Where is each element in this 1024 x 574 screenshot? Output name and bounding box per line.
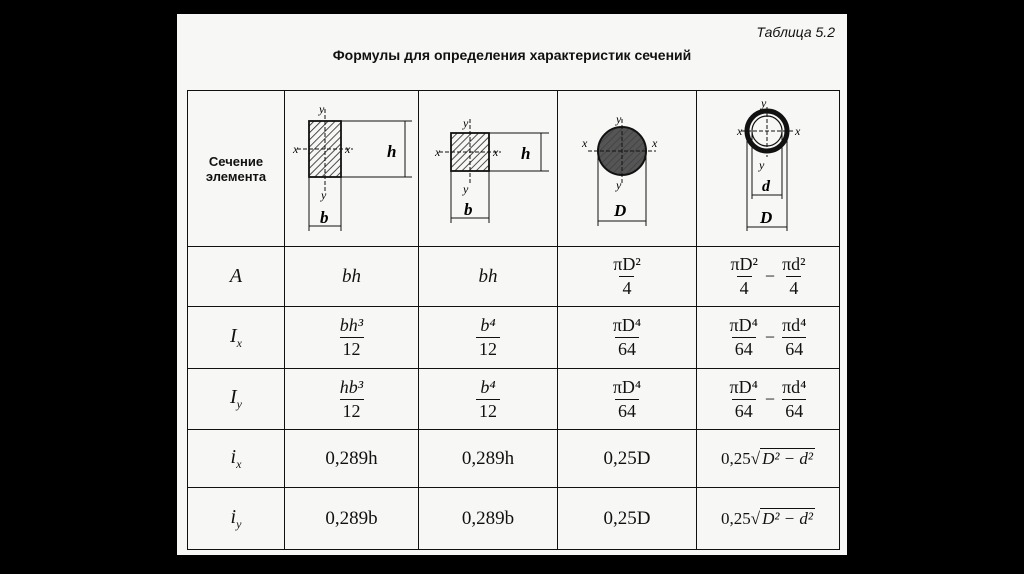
svg-text:h: h xyxy=(386,142,396,161)
rectangle-section-drawing xyxy=(287,91,417,241)
cell-A-ring: $\frac{\text{πD²}}{4}$ − $\frac{\text{πd²}}{4}$ xyxy=(697,247,840,307)
cell-Ix-ring: $\frac{\text{πD⁴}}{64}$ − $\frac{\text{πd⁴}}{64}$ xyxy=(697,307,840,369)
table-row xyxy=(188,247,840,307)
cell-ix-square: 0,289h xyxy=(419,430,558,488)
svg-text:x: x xyxy=(737,124,743,138)
cell-Ix-rectangle: $\frac{\text{bh³}}{12}$ xyxy=(285,307,419,369)
cell-A-rectangle: bh xyxy=(285,247,419,307)
document-sheet xyxy=(177,14,847,555)
table-number: Таблица 5.2 xyxy=(756,24,835,40)
svg-text:D: D xyxy=(614,201,627,220)
table-row xyxy=(188,488,840,550)
svg-text:x: x xyxy=(795,124,801,138)
svg-text:x: x xyxy=(582,136,588,150)
svg-text:y: y xyxy=(318,102,324,116)
svg-text:y: y xyxy=(616,178,622,192)
cell-Iy-square: $\frac{\text{b⁴}}{12}$ xyxy=(419,369,558,430)
cell-Iy-circle: $\frac{\text{πD⁴}}{64}$ xyxy=(558,369,697,430)
cell-iy-ring: 0,25√ D² − d² xyxy=(697,488,840,550)
svg-text:x: x xyxy=(493,145,499,159)
svg-text:D: D xyxy=(760,208,773,227)
cell-iy-circle: 0,25D xyxy=(558,488,697,550)
svg-text:y: y xyxy=(463,182,469,196)
row-symbol-iy: $i_y$ xyxy=(188,488,285,550)
cell-Iy-rectangle: $\frac{\text{hb³}}{12}$ xyxy=(285,369,419,430)
section-properties-table xyxy=(187,90,840,550)
svg-text:x: x xyxy=(652,136,658,150)
svg-text:h: h xyxy=(521,144,531,163)
square-section-drawing xyxy=(421,91,555,241)
svg-text:y: y xyxy=(761,96,767,110)
cell-ix-circle: 0,25D xyxy=(558,430,697,488)
svg-text:b: b xyxy=(464,200,473,219)
cell-ix-rectangle: 0,289h xyxy=(285,430,419,488)
row-symbol-Iy: $I_y$ xyxy=(188,369,285,430)
section-header-cell: Сечение элемента xyxy=(188,91,285,247)
table-title: Формулы для определения характеристик сечений xyxy=(332,47,692,63)
row-symbol-ix: $i_x$ xyxy=(188,430,285,488)
svg-text:x: x xyxy=(344,142,350,156)
svg-text:y: y xyxy=(463,116,469,130)
table-header-row xyxy=(188,91,840,247)
cell-ix-ring: 0,25√ D² − d² xyxy=(697,430,840,488)
table-row xyxy=(188,307,840,369)
cell-Iy-ring: $\frac{\text{πD⁴}}{64}$ − $\frac{\text{πd⁴}}{64}$ xyxy=(697,369,840,430)
table-row xyxy=(188,369,840,430)
ring-section-cell xyxy=(697,91,840,247)
svg-text:x: x xyxy=(292,142,298,156)
svg-text:y: y xyxy=(320,188,326,202)
row-symbol-Ix: $I_x$ xyxy=(188,307,285,369)
row-symbol-A: A xyxy=(188,247,285,307)
svg-text:y: y xyxy=(759,158,765,172)
svg-text:b: b xyxy=(319,208,328,227)
circle-section-cell xyxy=(558,91,697,247)
svg-text:x: x xyxy=(435,145,441,159)
square-section-cell xyxy=(419,91,558,247)
rectangle-section-cell xyxy=(285,91,419,247)
cell-Ix-square: $\frac{\text{b⁴}}{12}$ xyxy=(419,307,558,369)
cell-A-circle: $\frac{\text{πD²}}{4}$ xyxy=(558,247,697,307)
svg-text:y: y xyxy=(616,112,622,126)
svg-text:d: d xyxy=(762,178,770,195)
circle-section-drawing xyxy=(560,91,694,241)
cell-A-square: bh xyxy=(419,247,558,307)
cell-iy-square: 0,289b xyxy=(419,488,558,550)
cell-iy-rectangle: 0,289b xyxy=(285,488,419,550)
cell-Ix-circle: $\frac{\text{πD⁴}}{64}$ xyxy=(558,307,697,369)
table-row xyxy=(188,430,840,488)
ring-section-drawing xyxy=(699,91,837,241)
